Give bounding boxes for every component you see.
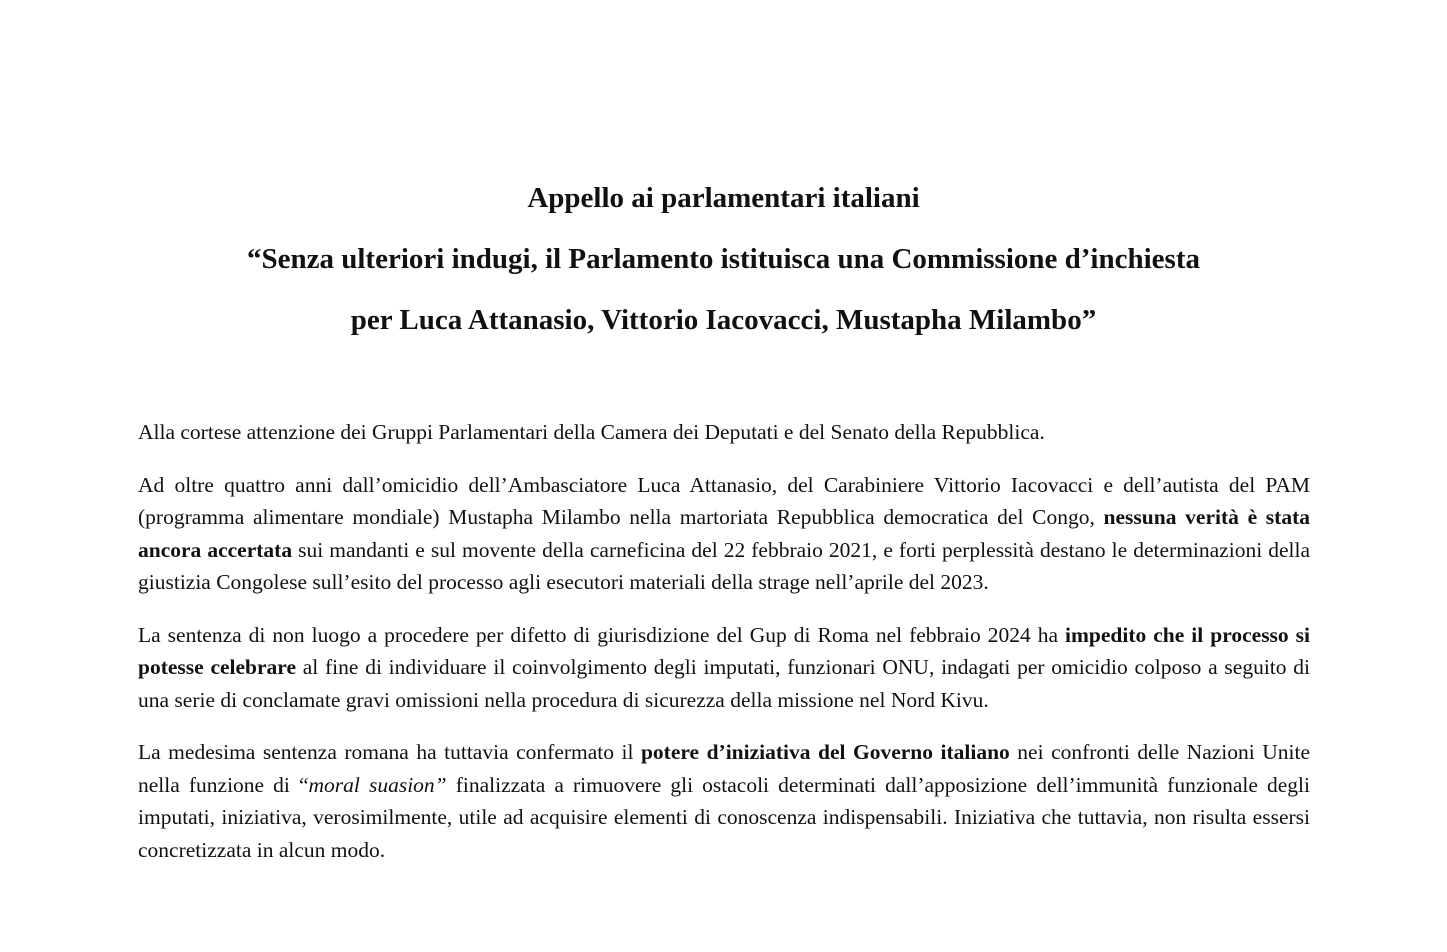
paragraph-2-emphasis: nessuna verità è stata ancora accertata bbox=[138, 505, 1310, 562]
title-line-1: Appello ai parlamentari italiani bbox=[527, 182, 920, 214]
paragraph-2-text-a: Ad oltre quattro anni dall’omicidio dell’Ambasciatore Luca Attanasio, del Carabiniere Vittorio Iacovacci e dell’autista del PAM (programma alimentare mondiale) Mustapha Milambo nella martoriata Repubblica democratica del Congo, bbox=[138, 472, 1310, 529]
paragraph-1-text: Alla cortese attenzione dei Gruppi Parlamentari della Camera dei Deputati e del Senato della Repubblica. bbox=[138, 420, 1045, 444]
title-line-3: per Luca Attanasio, Vittorio Iacovacci, Mustapha Milambo” bbox=[350, 304, 1097, 336]
paragraph-3-text-a: La sentenza di non luogo a procedere per difetto di giurisdizione del Gup di Roma nel febbraio 2024 ha bbox=[138, 622, 1066, 647]
paragraph-4-text-a: La medesima sentenza romana ha tuttavia confermato il bbox=[138, 740, 641, 764]
paragraph-2-text-c: sui mandanti e sul movente della carneficina del 22 febbraio 2021, e forti perplessità destano le determinazioni della giustizia Congolese sull’esito del processo agli esecutori materiali della strage nell’aprile del 2023. bbox=[138, 537, 1310, 594]
paragraph-4-text-c: nei confronti delle Nazioni Unite nella funzione di “ bbox=[138, 740, 1310, 797]
paragraph-4-text-e: finalizzata a rimuovere gli ostacoli determinati dall’apposizione dell’immunità funzionale degli imputati, iniziativa, verosimilmente, utile ad acquisire elementi di conoscenza indispensabili. Iniziativa che tuttavia, non risulta essersi concretizzata in alcun modo. bbox=[138, 772, 1310, 862]
document-title bbox=[0, 168, 1447, 351]
paragraph-4-italic: moral suasion” bbox=[308, 772, 447, 797]
paragraph-3-text-c: al fine di individuare il coinvolgimento degli imputati, funzionari ONU, indagati per omicidio colposo a seguito di una serie di conclamate gravi omissioni nella procedura di sicurezza della missione nel Nord Kivu. bbox=[138, 655, 1310, 712]
paragraph-3-emphasis: impedito che il processo si potesse celebrare bbox=[138, 622, 1311, 679]
paragraph-4-emphasis: potere d’iniziativa del Governo italiano bbox=[640, 740, 1010, 764]
paragraph-government bbox=[138, 736, 1310, 866]
paragraph-background bbox=[138, 469, 1310, 599]
paragraph-sentence bbox=[138, 619, 1310, 717]
document-body bbox=[138, 416, 1310, 886]
paragraph-addressees bbox=[138, 416, 1310, 449]
title-line-2: “Senza ulteriori indugi, il Parlamento istituisca una Commissione d’inchiesta bbox=[247, 243, 1200, 275]
